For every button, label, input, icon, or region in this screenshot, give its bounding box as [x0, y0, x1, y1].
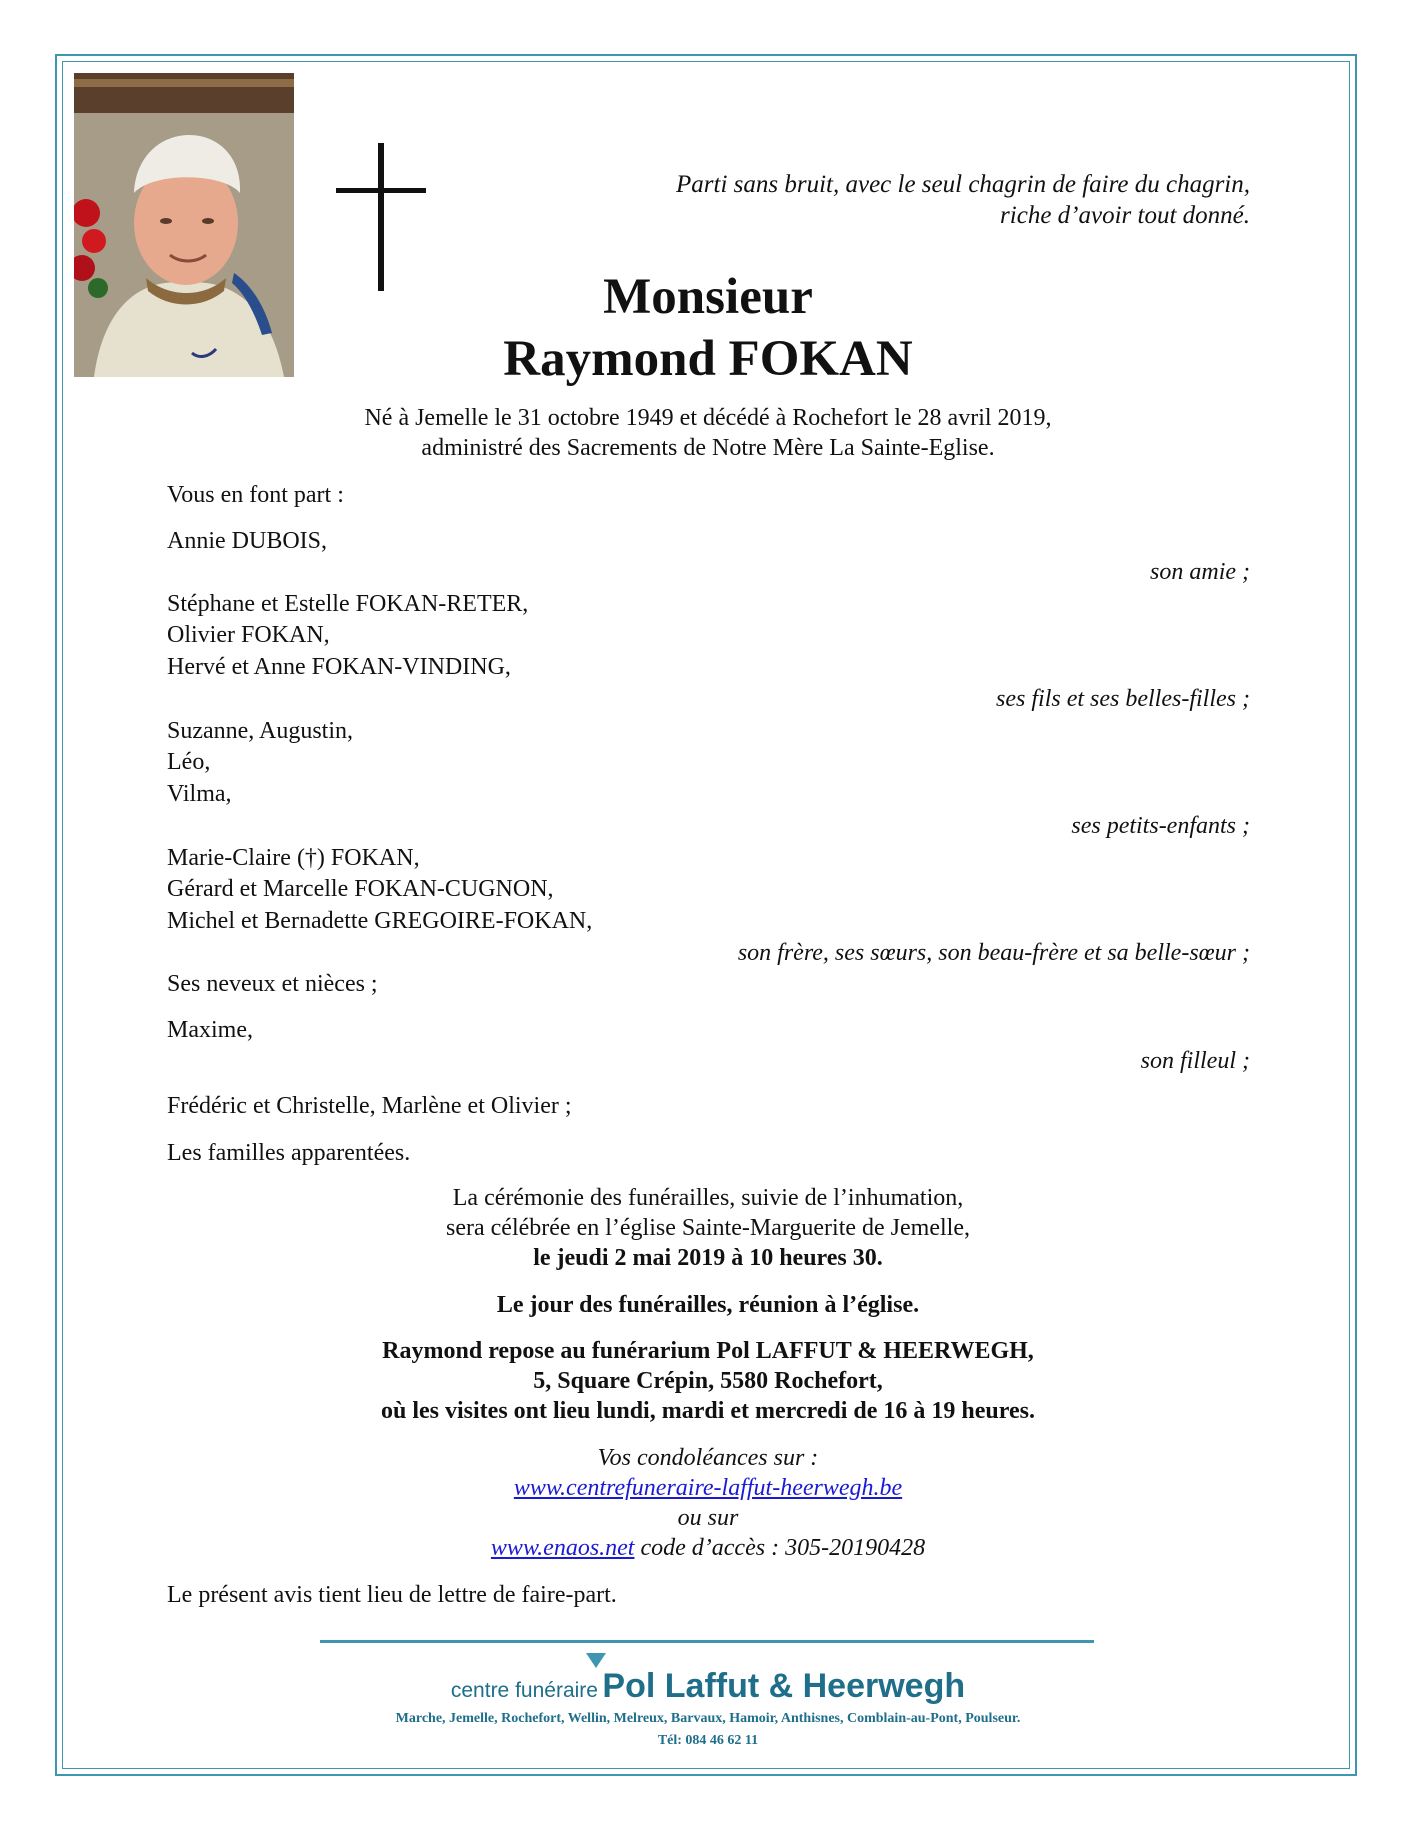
families-text: Les familles apparentées.: [167, 1140, 411, 1166]
relation-fratrie: son frère, ses sœurs, son beau-frère et sa belle-sœur ;: [737, 940, 1250, 966]
ceremony-line-2: sera célébrée en l’église Sainte-Marguerite de Jemelle,: [446, 1215, 970, 1241]
funerarium-line-2: 5, Square Crépin, 5580 Rochefort,: [533, 1368, 883, 1394]
family-name: Marie-Claire (†) FOKAN,: [167, 845, 420, 871]
logo-big-text: Pol Laffut & Heerwegh: [602, 1667, 966, 1705]
friends-text: Frédéric et Christelle, Marlène et Olivier ;: [167, 1093, 572, 1119]
ceremony-meeting: Le jour des funérailles, réunion à l’église.: [496, 1292, 920, 1318]
family-name: Gérard et Marcelle FOKAN-CUGNON,: [167, 876, 554, 902]
condolences-or: ou sur: [677, 1505, 739, 1531]
relation-filleul: son filleul ;: [1140, 1048, 1250, 1074]
ceremony-date: le jeudi 2 mai 2019 à 10 heures 30.: [533, 1245, 883, 1271]
footer-rule: [320, 1640, 1094, 1643]
condolences-link-1-row: [0, 1473, 1416, 1503]
condolences-link-2-row: [0, 1533, 1416, 1563]
family-name: Michel et Bernadette GREGOIRE-FOKAN,: [167, 908, 593, 934]
family-name: Maxime,: [167, 1017, 253, 1043]
deceased-name: Raymond FOKAN: [503, 331, 913, 387]
logo-triangle-icon: [586, 1653, 606, 1668]
ceremony-line-1: La cérémonie des funérailles, suivie de l’inhumation,: [452, 1185, 964, 1211]
condolences-label: Vos condoléances sur :: [597, 1445, 819, 1471]
epigraph-line-2: riche d’avoir tout donné.: [1000, 202, 1250, 229]
relation-petits-enfants: ses petits-enfants ;: [1071, 813, 1250, 839]
birth-death-line-1: Né à Jemelle le 31 octobre 1949 et décédé à Rochefort le 28 avril 2019,: [364, 405, 1052, 431]
logo-small-text: centre funéraire: [450, 1679, 598, 1702]
funerarium-line-3: où les visites ont lieu lundi, mardi et mercredi de 16 à 19 heures.: [381, 1398, 1035, 1424]
relation-fils: ses fils et ses belles-filles ;: [996, 686, 1250, 712]
funerarium-line-1: Raymond repose au funérarium Pol LAFFUT & HEERWEGH,: [382, 1338, 1034, 1364]
notice-text: Le présent avis tient lieu de lettre de faire-part.: [167, 1582, 617, 1608]
epigraph-line-1: Parti sans bruit, avec le seul chagrin de faire du chagrin,: [676, 171, 1250, 198]
footer-telephone: Tél: 084 46 62 11: [657, 1733, 759, 1748]
epigraph: [490, 169, 1250, 231]
family-name: Vilma,: [167, 781, 232, 807]
family-name: Olivier FOKAN,: [167, 622, 330, 648]
family-name: Hervé et Anne FOKAN-VINDING,: [167, 654, 511, 680]
relation-amie: son amie ;: [1150, 559, 1250, 585]
access-code: code d’accès : 305-20190428: [634, 1535, 926, 1561]
birth-death-line-2: administré des Sacrements de Notre Mère La Sainte-Eglise.: [421, 435, 995, 461]
honorific: Monsieur: [603, 269, 813, 325]
neveux-text: Ses neveux et nièces ;: [167, 971, 378, 997]
funeral-home-logo: [0, 1667, 1416, 1706]
condolences-link-1[interactable]: www.centrefuneraire-laffut-heerwegh.be: [513, 1475, 903, 1501]
condolences-link-2[interactable]: www.enaos.net: [490, 1535, 635, 1561]
footer-locations: Marche, Jemelle, Rochefort, Wellin, Melreux, Barvaux, Hamoir, Anthisnes, Comblain-au-Pont, Poulseur.: [395, 1711, 1021, 1726]
family-name: Suzanne, Augustin,: [167, 718, 353, 744]
family-name: Annie DUBOIS,: [167, 528, 327, 554]
intro-text: Vous en font part :: [167, 482, 344, 508]
family-name: Stéphane et Estelle FOKAN-RETER,: [167, 591, 529, 617]
family-name: Léo,: [167, 749, 211, 775]
